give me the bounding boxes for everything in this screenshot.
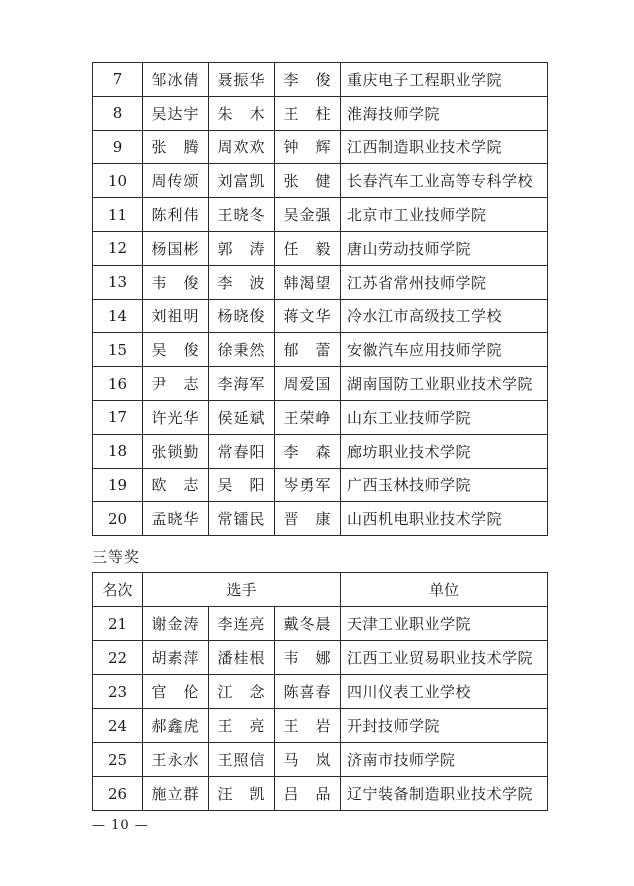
header-players: 选手 [143, 573, 341, 607]
table-row [93, 265, 548, 299]
rank-cell: 10 [93, 164, 143, 198]
table-row [93, 400, 548, 434]
player-name-cell: 晋 康 [275, 502, 341, 536]
player-name-cell: 张 腾 [143, 130, 209, 164]
rank-cell: 9 [93, 130, 143, 164]
rank-cell: 22 [93, 641, 143, 675]
unit-cell: 冷水江市高级技工学校 [341, 299, 548, 333]
unit-cell: 廊坊职业技术学院 [341, 434, 548, 468]
player-name-cell: 郁 蕾 [275, 333, 341, 367]
player-name-cell: 常镭民 [209, 502, 275, 536]
rank-cell: 25 [93, 743, 143, 777]
second-prize-table [92, 62, 548, 536]
unit-cell: 山东工业技师学院 [341, 400, 548, 434]
rank-cell: 8 [93, 96, 143, 130]
rank-cell: 19 [93, 468, 143, 502]
rank-cell: 17 [93, 400, 143, 434]
table-row [93, 63, 548, 97]
player-name-cell: 李海军 [209, 367, 275, 401]
rank-cell: 20 [93, 502, 143, 536]
player-name-cell: 李 森 [275, 434, 341, 468]
unit-cell: 湖南国防工业职业技术学院 [341, 367, 548, 401]
player-name-cell: 李连亮 [209, 607, 275, 641]
table-row [93, 502, 548, 536]
player-name-cell: 谢金涛 [143, 607, 209, 641]
player-name-cell: 潘桂根 [209, 641, 275, 675]
player-name-cell: 王 岩 [275, 709, 341, 743]
player-name-cell: 马 岚 [275, 743, 341, 777]
rank-cell: 11 [93, 198, 143, 232]
player-name-cell: 江 念 [209, 675, 275, 709]
player-name-cell: 张 健 [275, 164, 341, 198]
player-name-cell: 杨国彬 [143, 231, 209, 265]
player-name-cell: 徐秉然 [209, 333, 275, 367]
unit-cell: 开封技师学院 [341, 709, 548, 743]
third-prize-table-body [93, 607, 548, 811]
player-name-cell: 王 柱 [275, 96, 341, 130]
player-name-cell: 孟晓华 [143, 502, 209, 536]
table-row [93, 367, 548, 401]
rank-cell: 13 [93, 265, 143, 299]
unit-cell: 四川仪表工业学校 [341, 675, 548, 709]
table-row [93, 777, 548, 811]
player-name-cell: 李 俊 [275, 63, 341, 97]
player-name-cell: 刘祖明 [143, 299, 209, 333]
table-row [93, 299, 548, 333]
table-row [93, 468, 548, 502]
rank-cell: 23 [93, 675, 143, 709]
rank-cell: 15 [93, 333, 143, 367]
unit-cell: 江西制造职业技术学院 [341, 130, 548, 164]
player-name-cell: 刘富凯 [209, 164, 275, 198]
player-name-cell: 王 亮 [209, 709, 275, 743]
header-unit: 单位 [341, 573, 548, 607]
table-row [93, 164, 548, 198]
player-name-cell: 周传颂 [143, 164, 209, 198]
unit-cell: 济南市技师学院 [341, 743, 548, 777]
player-name-cell: 朱 木 [209, 96, 275, 130]
player-name-cell: 韩渴望 [275, 265, 341, 299]
table-row [93, 743, 548, 777]
table-row [93, 333, 548, 367]
section-title-third-prize: 三等奖 [92, 548, 141, 566]
player-name-cell: 许光华 [143, 400, 209, 434]
player-name-cell: 吴 俊 [143, 333, 209, 367]
unit-cell: 江西工业贸易职业技术学院 [341, 641, 548, 675]
player-name-cell: 周欢欢 [209, 130, 275, 164]
player-name-cell: 施立群 [143, 777, 209, 811]
rank-cell: 7 [93, 63, 143, 97]
unit-cell: 淮海技师学院 [341, 96, 548, 130]
table-row [93, 641, 548, 675]
unit-cell: 长春汽车工业高等专科学校 [341, 164, 548, 198]
player-name-cell: 欧 志 [143, 468, 209, 502]
player-name-cell: 吴 阳 [209, 468, 275, 502]
player-name-cell: 杨晓俊 [209, 299, 275, 333]
player-name-cell: 任 毅 [275, 231, 341, 265]
player-name-cell: 李 波 [209, 265, 275, 299]
player-name-cell: 韦 娜 [275, 641, 341, 675]
unit-cell: 唐山劳动技师学院 [341, 231, 548, 265]
player-name-cell: 汪 凯 [209, 777, 275, 811]
player-name-cell: 吴金强 [275, 198, 341, 232]
table-row [93, 96, 548, 130]
rank-cell: 21 [93, 607, 143, 641]
player-name-cell: 胡素萍 [143, 641, 209, 675]
third-prize-table [92, 572, 548, 811]
table-header-row [93, 573, 548, 607]
table-row [93, 675, 548, 709]
player-name-cell: 郝鑫虎 [143, 709, 209, 743]
unit-cell: 山西机电职业技术学院 [341, 502, 548, 536]
table-row [93, 231, 548, 265]
player-name-cell: 官 伦 [143, 675, 209, 709]
player-name-cell: 周爱国 [275, 367, 341, 401]
rank-cell: 12 [93, 231, 143, 265]
player-name-cell: 韦 俊 [143, 265, 209, 299]
unit-cell: 辽宁装备制造职业技术学院 [341, 777, 548, 811]
player-name-cell: 王荣峥 [275, 400, 341, 434]
table-row [93, 607, 548, 641]
table-row [93, 709, 548, 743]
unit-cell: 天津工业职业学院 [341, 607, 548, 641]
player-name-cell: 侯延斌 [209, 400, 275, 434]
player-name-cell: 郭 涛 [209, 231, 275, 265]
rank-cell: 24 [93, 709, 143, 743]
player-name-cell: 吴达宇 [143, 96, 209, 130]
unit-cell: 江苏省常州技师学院 [341, 265, 548, 299]
player-name-cell: 聂振华 [209, 63, 275, 97]
rank-cell: 18 [93, 434, 143, 468]
header-rank: 名次 [93, 573, 143, 607]
player-name-cell: 吕 品 [275, 777, 341, 811]
table-row [93, 130, 548, 164]
second-prize-table-body [93, 63, 548, 536]
player-name-cell: 岑勇军 [275, 468, 341, 502]
table-row [93, 434, 548, 468]
rank-cell: 16 [93, 367, 143, 401]
player-name-cell: 常春阳 [209, 434, 275, 468]
unit-cell: 安徽汽车应用技师学院 [341, 333, 548, 367]
unit-cell: 广西玉林技师学院 [341, 468, 548, 502]
player-name-cell: 尹 志 [143, 367, 209, 401]
player-name-cell: 王晓冬 [209, 198, 275, 232]
rank-cell: 26 [93, 777, 143, 811]
player-name-cell: 张锁勤 [143, 434, 209, 468]
player-name-cell: 蒋文华 [275, 299, 341, 333]
rank-cell: 14 [93, 299, 143, 333]
player-name-cell: 王照信 [209, 743, 275, 777]
player-name-cell: 陈喜春 [275, 675, 341, 709]
unit-cell: 北京市工业技师学院 [341, 198, 548, 232]
table-row [93, 198, 548, 232]
page-number: — 10 — [92, 818, 149, 833]
player-name-cell: 钟 辉 [275, 130, 341, 164]
player-name-cell: 戴冬晨 [275, 607, 341, 641]
unit-cell: 重庆电子工程职业学院 [341, 63, 548, 97]
player-name-cell: 邹冰倩 [143, 63, 209, 97]
player-name-cell: 陈利伟 [143, 198, 209, 232]
player-name-cell: 王永水 [143, 743, 209, 777]
